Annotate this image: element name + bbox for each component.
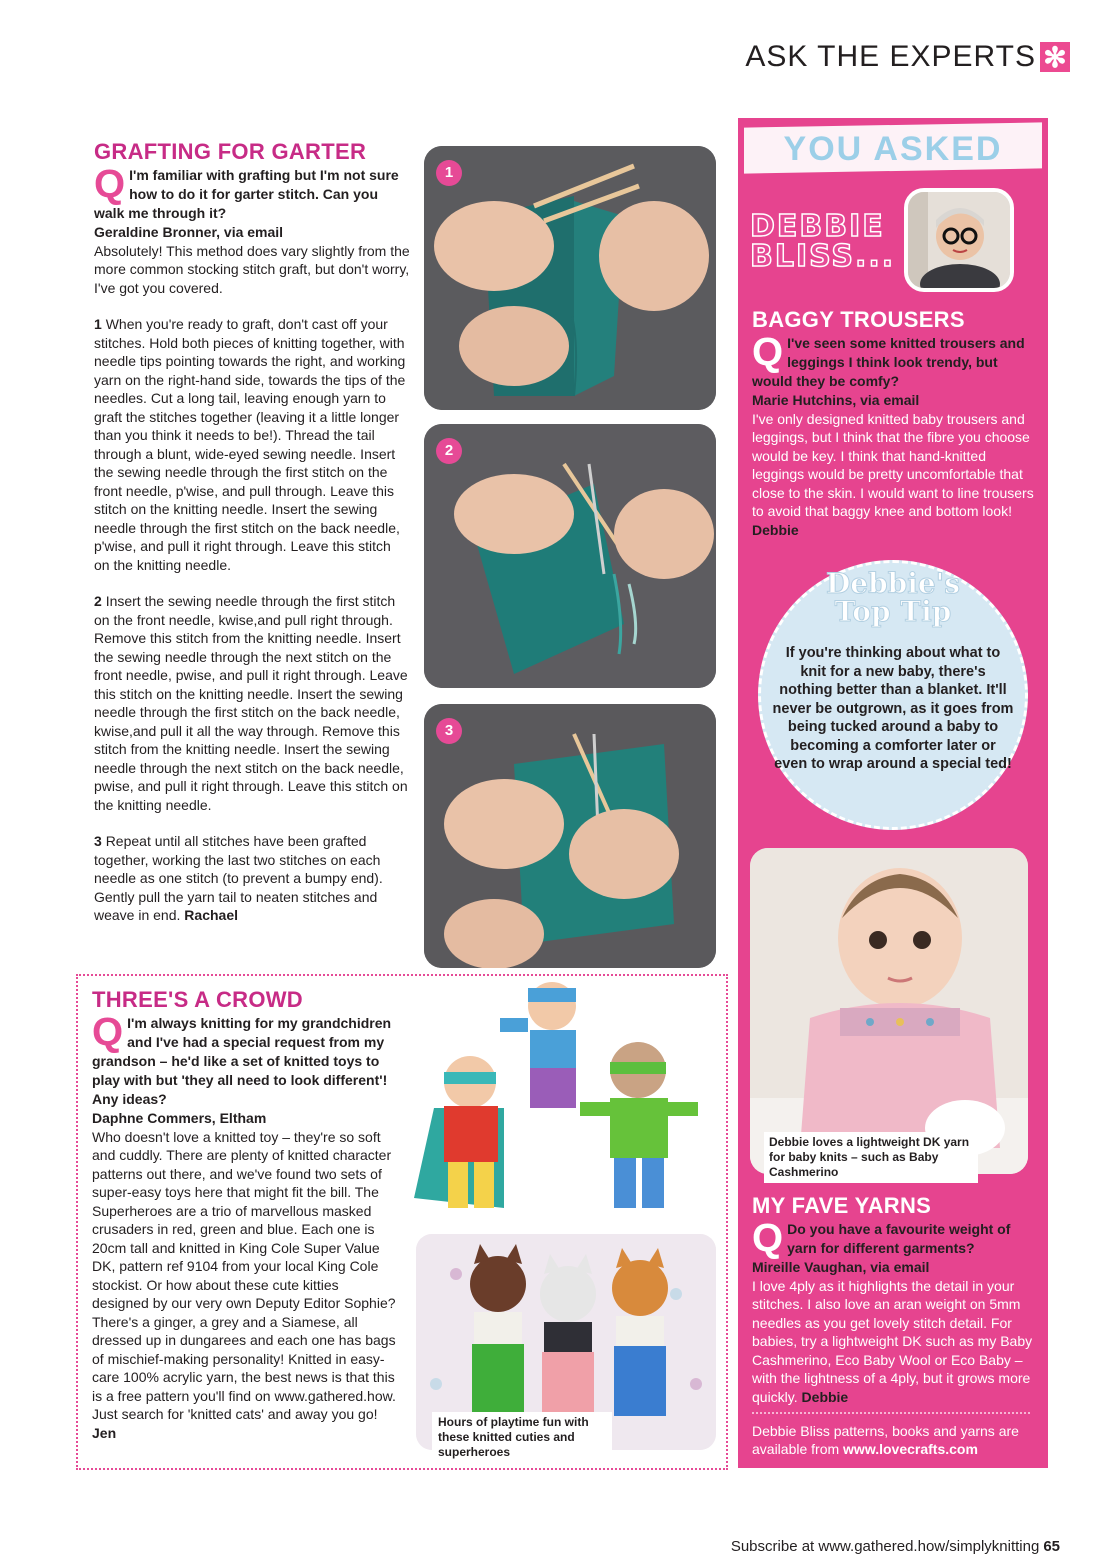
signoff: Debbie	[752, 521, 799, 538]
expert-name	[750, 209, 896, 274]
avatar	[904, 188, 1014, 292]
baby-photo-caption: Debbie loves a lightweight DK yarn for baby knits – such as Baby Cashmerino	[764, 1132, 978, 1183]
article-heading: BAGGY TROUSERS	[752, 307, 965, 332]
step-3-body: Repeat until all stitches have been grafted together, working the last two stitches on each needle as one stitch (to prevent a bumpy end). Gently pull the yarn tail to neaten stitches and weave in end.	[94, 833, 383, 923]
asker-name: Marie Hutchins, via email	[752, 392, 920, 408]
answer-intro: Absolutely! This method does vary slightly from the more common stocking stitch graft, but don't worry, I've got you covered.	[94, 242, 410, 296]
step-2-photo	[424, 424, 716, 688]
you-asked-banner: YOU ASKED	[783, 130, 1003, 168]
q-letter: Q	[92, 1010, 124, 1054]
step-2-text	[94, 592, 410, 814]
step-2-body: Insert the sewing needle through the first stitch on the front needle, kwise,and pull right through. Remove this stitch from the knitting needle. Insert the sewing needle through the next stitch on the front needle, pwise, and pull it right through. Leave this stitch on the knitting needle. Insert the sewing needle through the first stitch on the back needle, kwise,and pull it all the way through. Remove this stitch from the knitting needle. Insert the sewing needle through the next stitch on the back needle, pwise, and pull it right through. Leave this stitch on the knitting needle.	[94, 593, 408, 813]
signoff: Rachael	[184, 907, 238, 923]
signoff: Debbie	[801, 1388, 849, 1405]
q-letter: Q	[752, 1216, 784, 1260]
superhero-toys-photo	[404, 978, 724, 1228]
expert-name-line-2: BLISS...	[750, 239, 896, 274]
question-text: I'm familiar with grafting but I'm not sure how to do it for garter stitch. Can you walk me through it?	[94, 167, 399, 221]
asker-name: Mireille Vaughan, via email	[752, 1259, 930, 1275]
question-text: I've seen some knitted trousers and leggings I think look trendy, but would they be comfy?	[752, 335, 1025, 389]
page-number: 65	[1043, 1538, 1060, 1555]
step-1-number: 1	[94, 316, 102, 332]
knitting-hands-image	[424, 146, 716, 410]
baby-in-cardigan-image	[750, 848, 1028, 1174]
superhero-toys-image	[404, 978, 724, 1228]
article-heading: THREE'S A CROWD	[92, 987, 303, 1012]
subscribe-link[interactable]: Subscribe at www.gathered.how/simplyknitting	[730, 1538, 1040, 1555]
toys-caption: Hours of playtime fun with these knitted cuties and superheroes	[432, 1412, 612, 1463]
baggy-trousers-article	[752, 308, 1034, 539]
answer-text	[92, 1128, 396, 1443]
signoff: Jen	[92, 1424, 117, 1441]
knitting-hands-image	[424, 424, 716, 688]
fave-yarns-article	[752, 1194, 1034, 1406]
step-number-badge: 3	[436, 718, 462, 744]
section-title: ASK THE EXPERTS	[745, 40, 1036, 73]
article-heading: GRAFTING FOR GARTER	[94, 139, 367, 164]
divider	[752, 1412, 1030, 1414]
question-block	[752, 1216, 1034, 1260]
step-2-number: 2	[94, 593, 102, 609]
debbie-portrait-image	[908, 192, 1010, 288]
question-text: Do you have a favourite weight of yarn for different garments?	[787, 1221, 1011, 1256]
answer-text	[752, 410, 1034, 540]
step-3-number: 3	[94, 833, 102, 849]
question-block	[94, 162, 410, 223]
answer-body: Who doesn't love a knitted toy – they're so soft and cuddly. There are plenty of knitted character patterns out there, and we've found two sets of super-easy toys here that might fit the bill. The Superheroes are a trio of marvellous masked crusaders in red, green and blue. Each one is 20cm tall and knitted in King Cole Super Value DK, pattern ref 9104 from your local King Cole stockist. Or how about these cute kitties designed by our very own Deputy Editor Sophie? There's a ginger, a grey and a Siamese, all dressed up in dungarees and each one has bags of mischief-making personality! Knitted in easy-care 100% acrylic yarn, the best news is that this is a free pattern you'll find on www.gathered.how. Just search for 'knitted cats' and away you go!	[92, 1128, 396, 1422]
step-1-body: When you're ready to graft, don't cast off your stitches. Hold both pieces of knitting together, with needle tips pointing towards the right, and working yarn on the right-hand side, towards the tips of the needles. Cut a long tail, leaving enough yarn to graft the stitches together (leaving it a little longer than you think it needs to be!). Thread the tail through a blunt, wide-eyed sewing needle. Insert the sewing needle through the first stitch on the front needle, p'wise, and pull through. Leave this stitch on the knitting needle. Insert the sewing needle through the first stitch on the back needle, p'wise, and pull it right through. Leave this stitch on the knitting needle.	[94, 316, 406, 573]
step-number-badge: 2	[436, 438, 462, 464]
availability-note	[752, 1422, 1032, 1458]
baby-photo	[750, 848, 1028, 1174]
question-block	[92, 1010, 396, 1109]
answer-text	[752, 1277, 1034, 1407]
knitting-hands-image	[424, 704, 716, 968]
lovecrafts-link[interactable]: www.lovecrafts.com	[843, 1441, 978, 1457]
page-footer	[731, 1538, 1060, 1555]
asker-name: Daphne Commers, Eltham	[92, 1110, 267, 1126]
asterisk-icon: ✻	[1040, 42, 1070, 72]
answer-body: I've only designed knitted baby trousers and leggings, but I think that the fibre you choose would be key. I think that hand-knitted leggings would be pretty uncomfortable that close to the skin. I would want to line trousers to avoid that baggy knee and bottom look!	[752, 410, 1034, 519]
step-1-text	[94, 315, 410, 574]
article-heading: MY FAVE YARNS	[752, 1193, 932, 1218]
step-3-text	[94, 832, 410, 925]
top-tip-title-line-2: Top Tip	[834, 595, 952, 628]
answer-body: I love 4ply as it highlights the detail in your stitches. I also love an aran weight on 5mm needles as you get lovely stitch detail. For babies, try a lightweight DK such as my Baby Cashmerino, Eco Baby Wool or Eco Baby – with the lightness of a 4ply, but it grows more quickly.	[752, 1277, 1033, 1405]
question-text: I'm always knitting for my grandchidren and I've had a special request from my grandson – he'd like a set of knitted toys to play with but 'they all need to look different'! Any ideas?	[92, 1015, 392, 1107]
grafting-article	[94, 140, 410, 925]
top-tip-title	[758, 567, 1028, 628]
question-block	[752, 330, 1034, 391]
step-1-photo	[424, 146, 716, 410]
top-tip-title-line-1: Debbie's	[825, 567, 961, 600]
asker-name: Geraldine Bronner, via email	[94, 224, 284, 240]
q-letter: Q	[752, 330, 784, 374]
step-number-badge: 1	[436, 160, 462, 186]
availability-text: Debbie Bliss patterns, books and yarns are available from	[752, 1423, 1019, 1457]
step-3-photo	[424, 704, 716, 968]
top-tip-text: If you're thinking about what to knit for a new baby, there's nothing better than a blanket. It'll never be outgrown, as it goes from being tucked around a baby to becoming a comforter later or even to wrap around a special ted!	[772, 645, 1014, 772]
q-letter: Q	[94, 162, 126, 206]
crowd-article	[92, 988, 396, 1442]
expert-name-line-1: DEBBIE	[750, 209, 885, 244]
